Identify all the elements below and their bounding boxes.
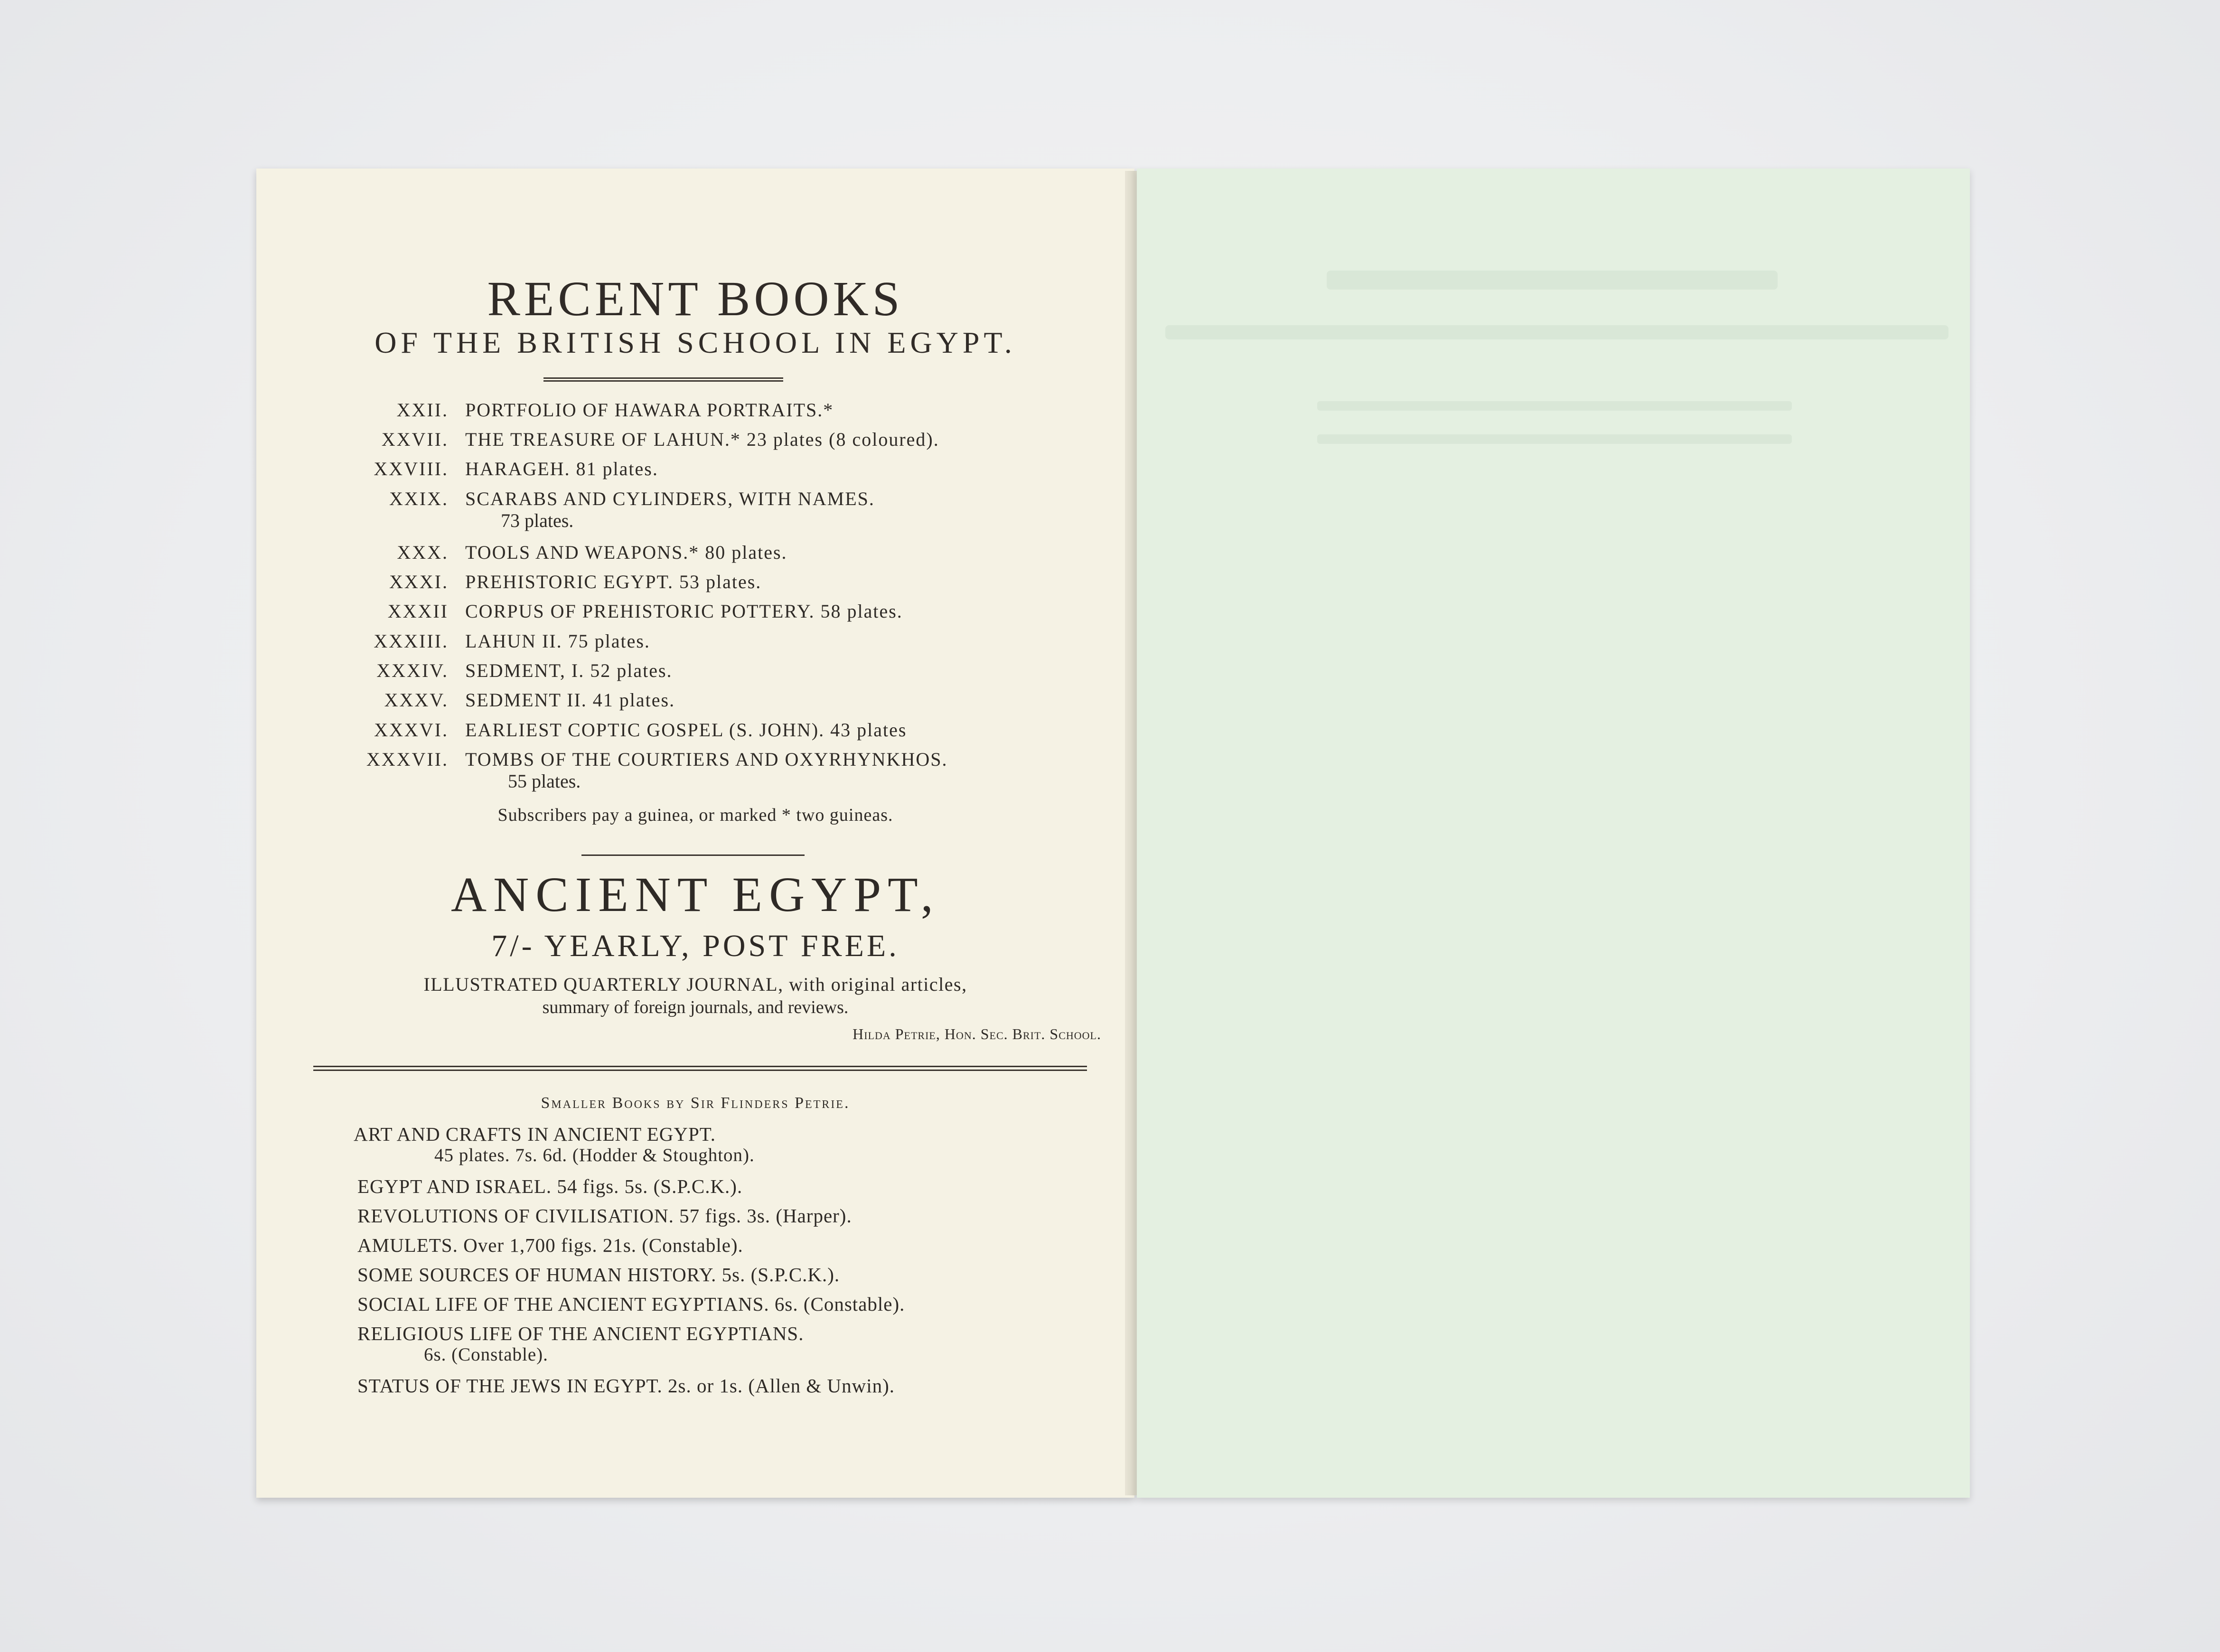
book-number: XXXIV. [376, 660, 449, 681]
smaller-book-entry [357, 1293, 905, 1315]
book-number: XXXIII. [374, 630, 449, 652]
smaller-book-title: SOCIAL LIFE OF THE ANCIENT EGYPTIANS. 6s. (Constable). [357, 1293, 905, 1315]
smaller-book-entry [357, 1263, 840, 1286]
recent-books-subtitle: OF THE BRITISH SCHOOL IN EGYPT. [375, 326, 1016, 359]
secretary-signature: Hilda Petrie, Hon. Sec. Brit. School. [852, 1025, 1101, 1042]
book-number: XXXVI. [374, 719, 449, 741]
right-page-blank [1137, 169, 1970, 1498]
smaller-book-entry [357, 1175, 742, 1198]
book-number: XXXVII. [366, 749, 449, 770]
book-title: THE TREASURE OF LAHUN.* 23 plates (8 coloured). [465, 429, 939, 450]
smaller-book-entry [357, 1322, 804, 1365]
smaller-book-title: AMULETS. Over 1,700 figs. 21s. (Constable). [357, 1234, 743, 1256]
show-through-texture [1137, 169, 1970, 1498]
book-number: XXII. [396, 399, 449, 421]
book-number: XXXII [387, 601, 449, 622]
smaller-book-title: EGYPT AND ISRAEL. 54 figs. 5s. (S.P.C.K.). [357, 1175, 743, 1197]
book-title: TOMBS OF THE COURTIERS AND OXYRHYNKHOS. [465, 749, 948, 770]
left-page-content [256, 169, 1134, 1498]
smaller-book-entry [357, 1204, 852, 1227]
left-page [256, 169, 1134, 1498]
book-title: EARLIEST COPTIC GOSPEL (S. JOHN). 43 plates [465, 719, 907, 741]
journal-price: 7/- YEARLY, POST FREE. [491, 929, 899, 963]
book-number: XXIX. [389, 488, 449, 509]
book-number: XXVIII. [374, 458, 449, 479]
subscribers-note: Subscribers pay a guinea, or marked * two guineas. [497, 805, 893, 825]
book-title: LAHUN II. 75 plates. [465, 630, 650, 652]
book-continuation: 73 plates. [501, 510, 574, 531]
smaller-book-title: ART AND CRAFTS IN ANCIENT EGYPT. [354, 1123, 716, 1145]
smaller-book-title: STATUS OF THE JEWS IN EGYPT. 2s. or 1s. (Allen & Unwin). [357, 1375, 895, 1397]
book-title: SEDMENT, I. 52 plates. [465, 660, 673, 681]
book-title: TOOLS AND WEAPONS.* 80 plates. [465, 542, 787, 563]
book-title: CORPUS OF PREHISTORIC POTTERY. 58 plates. [465, 601, 903, 622]
book-number: XXXV. [384, 689, 449, 711]
smaller-book-entry [354, 1123, 755, 1165]
book-continuation: 55 plates. [508, 770, 581, 792]
smaller-book-continuation: 6s. (Constable). [424, 1344, 548, 1365]
book-number: XXVII. [381, 429, 449, 450]
book-title: SEDMENT II. 41 plates. [465, 689, 675, 711]
section-divider [581, 854, 805, 856]
journal-description: ILLUSTRATED QUARTERLY JOURNAL, with original articles, [423, 974, 967, 995]
journal-description-continued: summary of foreign journals, and reviews. [542, 997, 849, 1017]
book-number: XXX. [397, 542, 449, 563]
smaller-book-entry [357, 1374, 895, 1397]
smaller-book-title: REVOLUTIONS OF CIVILISATION. 57 figs. 3s. (Harper). [357, 1205, 852, 1227]
smaller-book-title: SOME SOURCES OF HUMAN HISTORY. 5s. (S.P.C.K.). [357, 1264, 840, 1286]
book-title: PREHISTORIC EGYPT. 53 plates. [465, 571, 762, 592]
smaller-book-entry [357, 1234, 743, 1257]
book-title: HARAGEH. 81 plates. [465, 458, 658, 479]
recent-books-title: RECENT BOOKS [487, 272, 904, 326]
journal-title: ANCIENT EGYPT, [451, 867, 940, 922]
title-divider [543, 377, 783, 382]
book-title: PORTFOLIO OF HAWARA PORTRAITS.* [465, 399, 834, 421]
smaller-book-title: RELIGIOUS LIFE OF THE ANCIENT EGYPTIANS. [357, 1323, 804, 1344]
double-rule-divider [313, 1066, 1087, 1071]
smaller-books-heading: Smaller Books by Sir Flinders Petrie. [541, 1094, 850, 1112]
smaller-book-continuation: 45 plates. 7s. 6d. (Hodder & Stoughton). [434, 1145, 755, 1165]
book-title: SCARABS AND CYLINDERS, WITH NAMES. [465, 488, 875, 509]
book-number: XXXI. [389, 571, 449, 592]
